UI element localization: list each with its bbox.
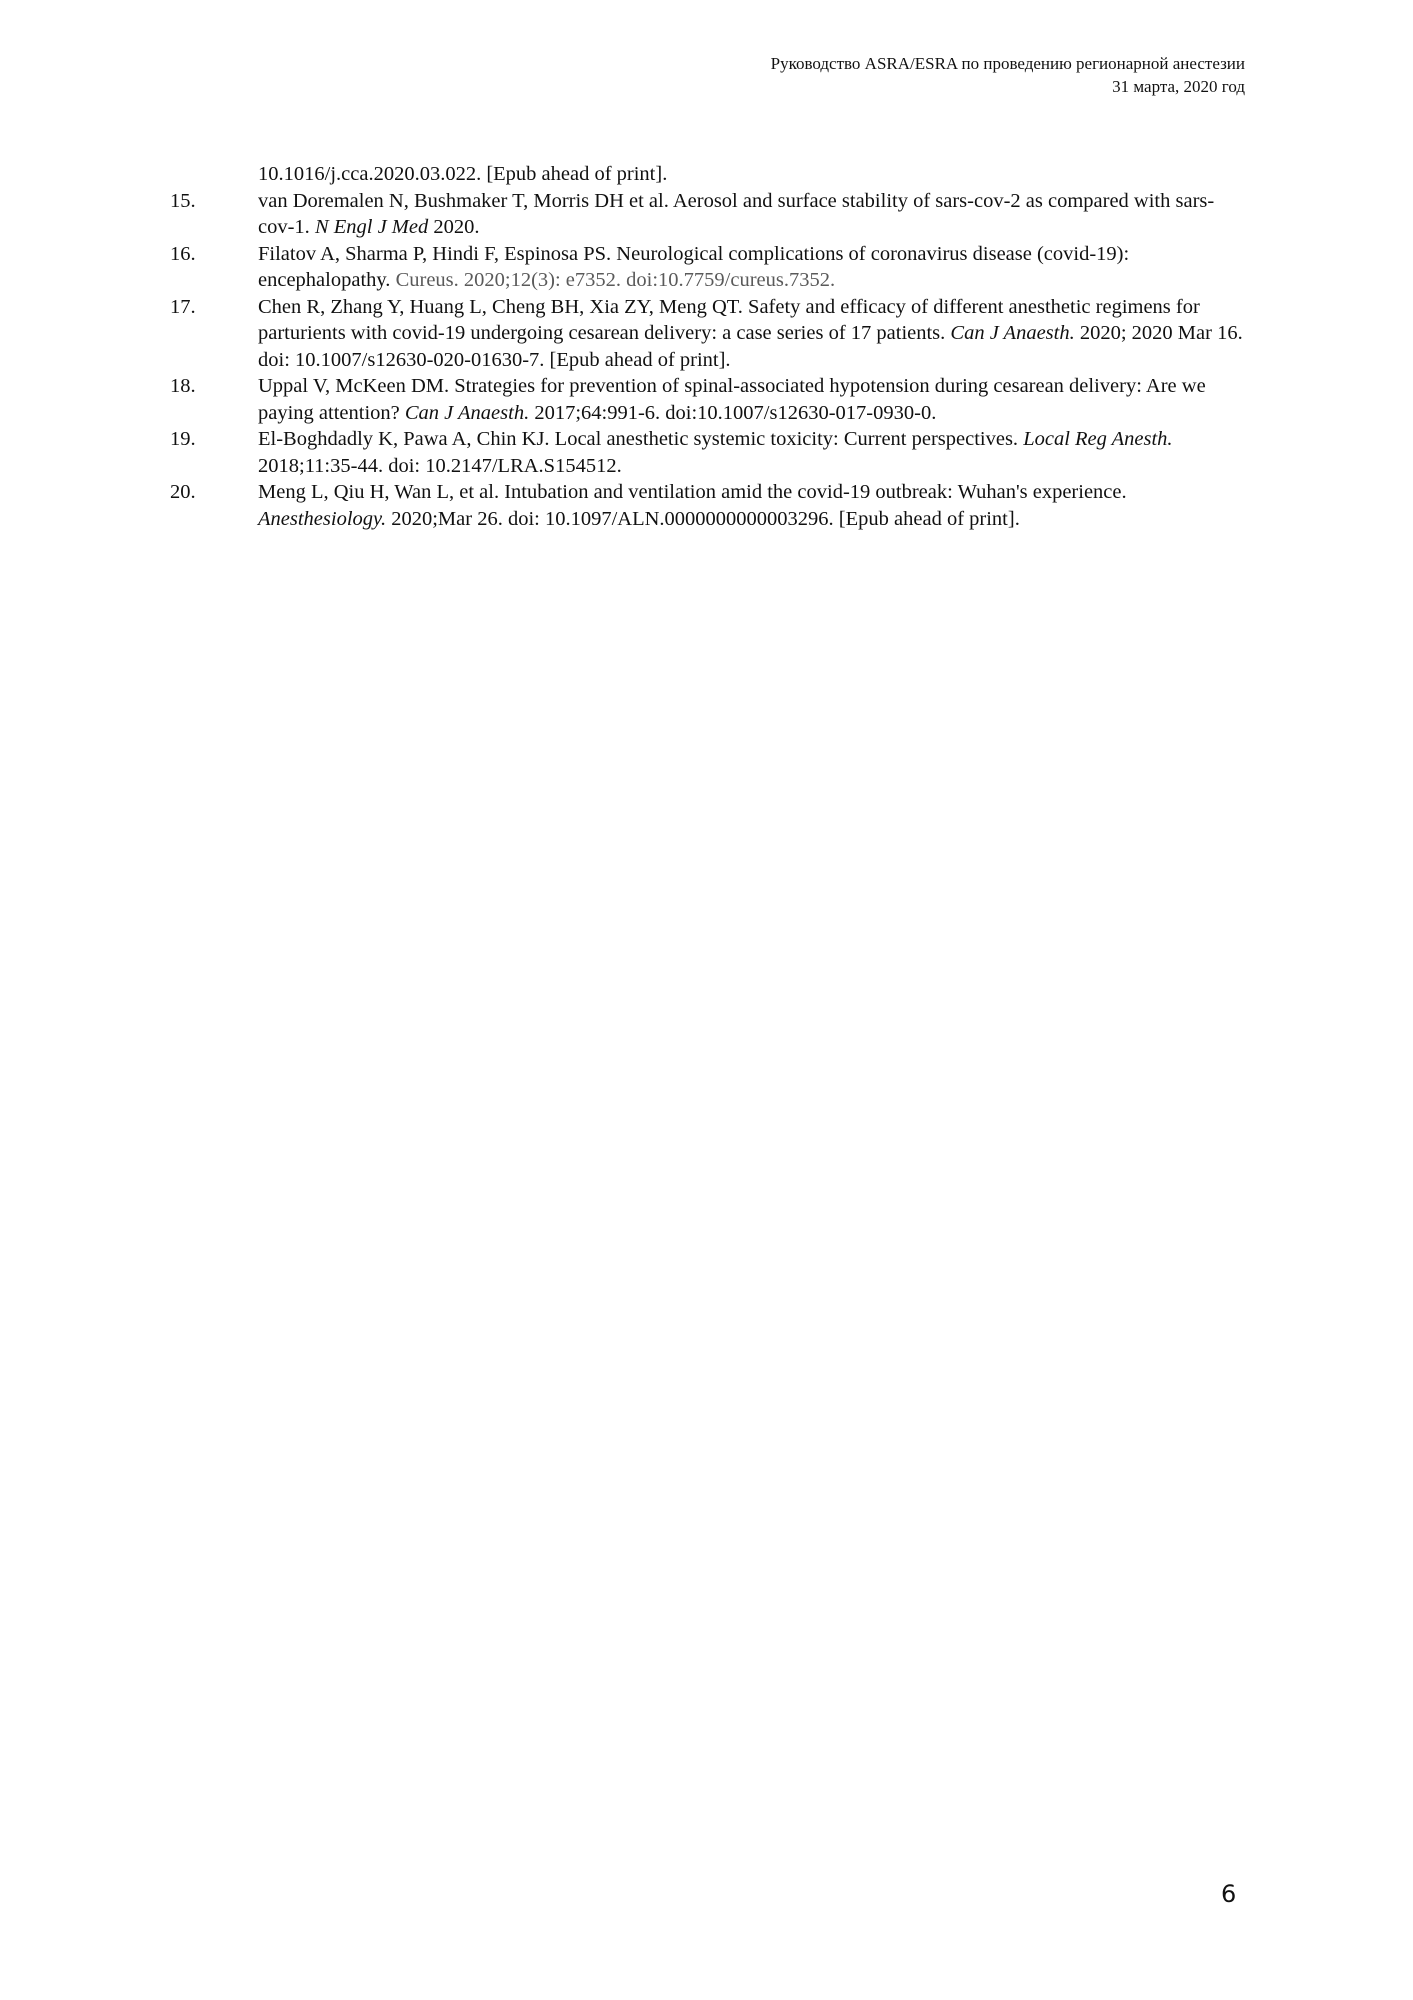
reference-text: van Doremalen N, Bushmaker T, Morris DH et al. Aerosol and surface stability of sars-cov-2 as compared with sars-cov-1.	[258, 189, 1215, 238]
reference-number: 20.	[170, 481, 196, 503]
reference-details: 2020; 2020 Mar 16. doi: 10.1007/s12630-020-01630-7. [Epub ahead of print].	[258, 322, 1243, 371]
reference-text: El-Boghdadly K, Pawa A, Chin KJ. Local anesthetic systemic toxicity: Current perspectives.	[258, 428, 1024, 450]
reference-19	[170, 426, 1250, 479]
reference-text: 10.1016/j.cca.2020.03.022. [Epub ahead of print].	[258, 163, 668, 185]
reference-details: 2020;Mar 26. doi: 10.1097/ALN.0000000000003296. [Epub ahead of print].	[386, 507, 1020, 530]
reference-number: 19.	[170, 428, 196, 450]
page-number: 6	[1221, 1880, 1237, 1908]
reference-18	[170, 373, 1250, 426]
reference-details: 2020.	[428, 216, 480, 238]
reference-16	[170, 241, 1250, 294]
reference-details: 2017;64:991-6. doi:10.1007/s12630-017-0930-0.	[529, 401, 937, 424]
journal-name: Can J Anaesth.	[950, 322, 1075, 344]
reference-text: Chen R, Zhang Y, Huang L, Cheng BH, Xia ZY, Meng QT. Safety and efficacy of different anesthetic regimens for parturients with covid-19 undergoing cesarean delivery: a case series of 17 patients.	[258, 295, 1200, 344]
reference-text: Filatov A, Sharma P, Hindi F, Espinosa PS. Neurological complications of coronavirus disease (covid-19): encephalopathy.	[258, 242, 1130, 291]
reference-details: 2018;11:35-44. doi: 10.2147/LRA.S154512.	[258, 454, 622, 477]
journal-name: Anesthesiology.	[258, 507, 387, 530]
reference-continuation	[170, 161, 1250, 188]
reference-number: 16.	[170, 242, 196, 265]
reference-details: Cureus. 2020;12(3): e7352. doi:10.7759/cureus.7352.	[395, 269, 836, 291]
header-title: Руководство ASRA/ESRA по проведению регионарной анестезии	[770, 54, 1245, 73]
reference-text: Uppal V, McKeen DM. Strategies for prevention of spinal-associated hypotension during cesarean delivery: Are we paying attention?	[258, 375, 1206, 424]
reference-text: Meng L, Qiu H, Wan L, et al. Intubation and ventilation amid the covid-19 outbreak: Wuhan's experience.	[258, 481, 1127, 503]
reference-number: 18.	[170, 375, 196, 397]
reference-15	[170, 188, 1250, 241]
reference-number: 17.	[170, 295, 196, 318]
running-header	[771, 52, 1245, 98]
reference-list	[170, 161, 1250, 532]
journal-name: Local Reg Anesth.	[1023, 428, 1173, 450]
journal-name: Can J Anaesth.	[404, 401, 530, 424]
journal-name: N Engl J Med	[314, 216, 429, 238]
reference-20	[170, 479, 1250, 532]
reference-number: 15.	[170, 189, 196, 212]
reference-17	[170, 294, 1250, 374]
header-date: 31 марта, 2020 год	[1112, 77, 1245, 96]
